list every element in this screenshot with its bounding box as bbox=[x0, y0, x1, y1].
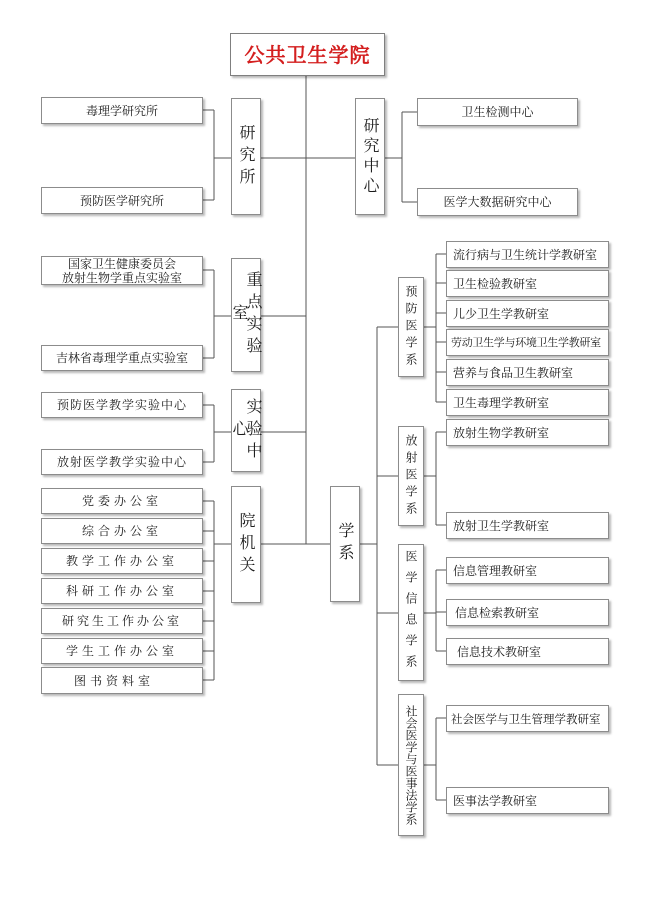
section-radiation-health: 放射卫生学教研室 bbox=[446, 512, 609, 539]
dept-radiation-medicine: 放射医学系 bbox=[398, 426, 424, 526]
dept-medical-informatics: 医学信息学系 bbox=[398, 544, 424, 681]
lab-center-preventive: 预防医学教学实验中心 bbox=[41, 392, 203, 418]
institute-toxicology: 毒理学研究所 bbox=[41, 97, 203, 124]
institutes-label: 研究所 bbox=[237, 123, 256, 190]
section-social-medicine-management: 社会医学与卫生管理学教研室 bbox=[446, 705, 609, 732]
admin-research-office: 科研工作办公室 bbox=[41, 578, 203, 604]
section-information-technology: 信息技术教研室 bbox=[446, 638, 609, 665]
research-center-health-testing: 卫生检测中心 bbox=[417, 98, 578, 126]
key-lab-jilin-toxicology: 吉林省毒理学重点实验室 bbox=[41, 345, 203, 371]
college-title: 公共卫生学院 bbox=[244, 42, 371, 67]
departments-category bbox=[330, 486, 360, 602]
section-medical-law: 医事法学教研室 bbox=[446, 787, 609, 814]
section-epidemiology-statistics: 流行病与卫生统计学教研室 bbox=[446, 241, 609, 268]
section-health-toxicology: 卫生毒理学教研室 bbox=[446, 389, 609, 416]
departments-label: 学系 bbox=[336, 522, 355, 566]
admin-teaching-office: 教学工作办公室 bbox=[41, 548, 203, 574]
section-occupational-environmental: 劳动卫生学与环境卫生学教研室 bbox=[446, 329, 609, 356]
research-centers-category bbox=[355, 98, 385, 215]
admin-party-office: 党委办公室 bbox=[41, 488, 203, 514]
dept-social-medicine-law: 社会医学与医事法学系 bbox=[398, 694, 424, 836]
lab-centers-category bbox=[231, 389, 261, 472]
lab-center-radiation: 放射医学教学实验中心 bbox=[41, 449, 203, 475]
admin-student-office: 学生工作办公室 bbox=[41, 638, 203, 664]
key-lab-radiobiology: 国家卫生健康委员会 放射生物学重点实验室 bbox=[41, 256, 203, 285]
section-child-health: 儿少卫生学教研室 bbox=[446, 300, 609, 327]
research-center-big-data: 医学大数据研究中心 bbox=[417, 188, 578, 216]
admin-label: 院机关 bbox=[237, 511, 256, 578]
institute-preventive-medicine: 预防医学研究所 bbox=[41, 187, 203, 214]
section-nutrition-food: 营养与食品卫生教研室 bbox=[446, 359, 609, 386]
admin-general-office: 综合办公室 bbox=[41, 518, 203, 544]
admin-graduate-office: 研究生工作办公室 bbox=[41, 608, 203, 634]
admin-category bbox=[231, 486, 261, 603]
key-labs-label: 重点实验室 bbox=[230, 271, 263, 359]
section-health-inspection: 卫生检验教研室 bbox=[446, 270, 609, 297]
lab-centers-label: 实验中心 bbox=[230, 397, 263, 464]
section-radiobiology: 放射生物学教研室 bbox=[446, 419, 609, 446]
admin-library: 图书资料室 bbox=[41, 667, 203, 694]
research-centers-label: 研究中心 bbox=[361, 116, 380, 197]
institutes-category bbox=[231, 98, 261, 215]
section-information-management: 信息管理教研室 bbox=[446, 557, 609, 584]
section-information-retrieval: 信息检索教研室 bbox=[446, 599, 609, 626]
college-title-box bbox=[230, 33, 385, 76]
key-labs-category bbox=[231, 258, 261, 372]
dept-preventive-medicine: 预防医学系 bbox=[398, 277, 424, 377]
